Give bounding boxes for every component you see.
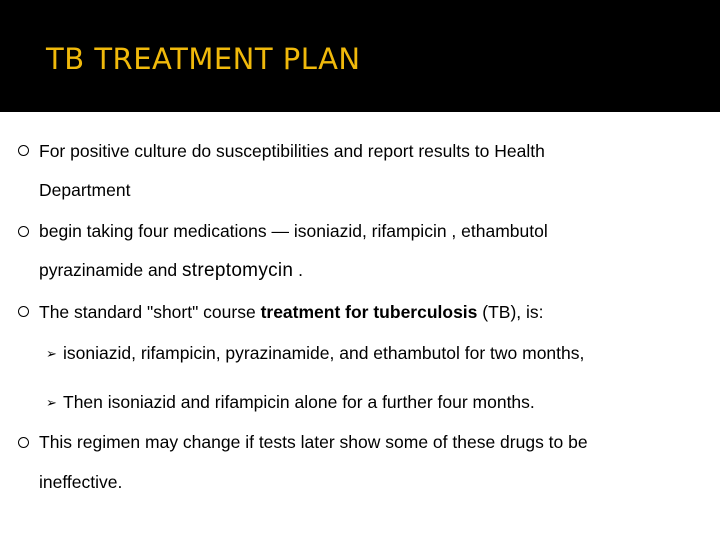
hollow-circle-icon — [18, 145, 29, 156]
hollow-circle-icon — [18, 306, 29, 317]
bullet-2-line-1: begin taking four medications — isoniazid, rifampicin , ethambutol — [39, 221, 548, 241]
bullet-3-emphasis: treatment for tuberculosis — [260, 302, 478, 322]
bullet-2-line-2 — [39, 260, 303, 282]
slide-title: TB TREATMENT PLAN — [46, 42, 361, 76]
bullet-3-pre: The standard "short" course — [39, 302, 261, 322]
sub-bullet-2: Then isoniazid and rifampicin alone for a further four months. — [63, 392, 535, 412]
arrowhead-icon: ➢ — [46, 396, 57, 411]
title-bar — [0, 0, 720, 112]
slide-body — [0, 112, 720, 540]
hollow-circle-icon — [18, 226, 29, 237]
bullet-4-line-2: ineffective. — [39, 472, 123, 492]
arrowhead-icon: ➢ — [46, 347, 57, 362]
bullet-4-line-1: This regimen may change if tests later show some of these drugs to be — [39, 432, 588, 452]
sub-bullet-1: isoniazid, rifampicin, pyrazinamide, and ethambutol for two months, — [63, 343, 585, 363]
bullet-1-line-1: For positive culture do susceptibilities and report results to Health — [39, 141, 545, 161]
bullet-1-line-2: Department — [39, 180, 131, 200]
hollow-circle-icon — [18, 437, 29, 448]
bullet-3-line — [39, 302, 544, 323]
bullet-2-text-c: . — [293, 260, 304, 280]
bullet-3-post: (TB), is: — [477, 302, 544, 322]
bullet-2-text-a: pyrazinamide and — [39, 260, 182, 280]
bullet-2-text-streptomycin: streptomycin — [182, 260, 294, 281]
